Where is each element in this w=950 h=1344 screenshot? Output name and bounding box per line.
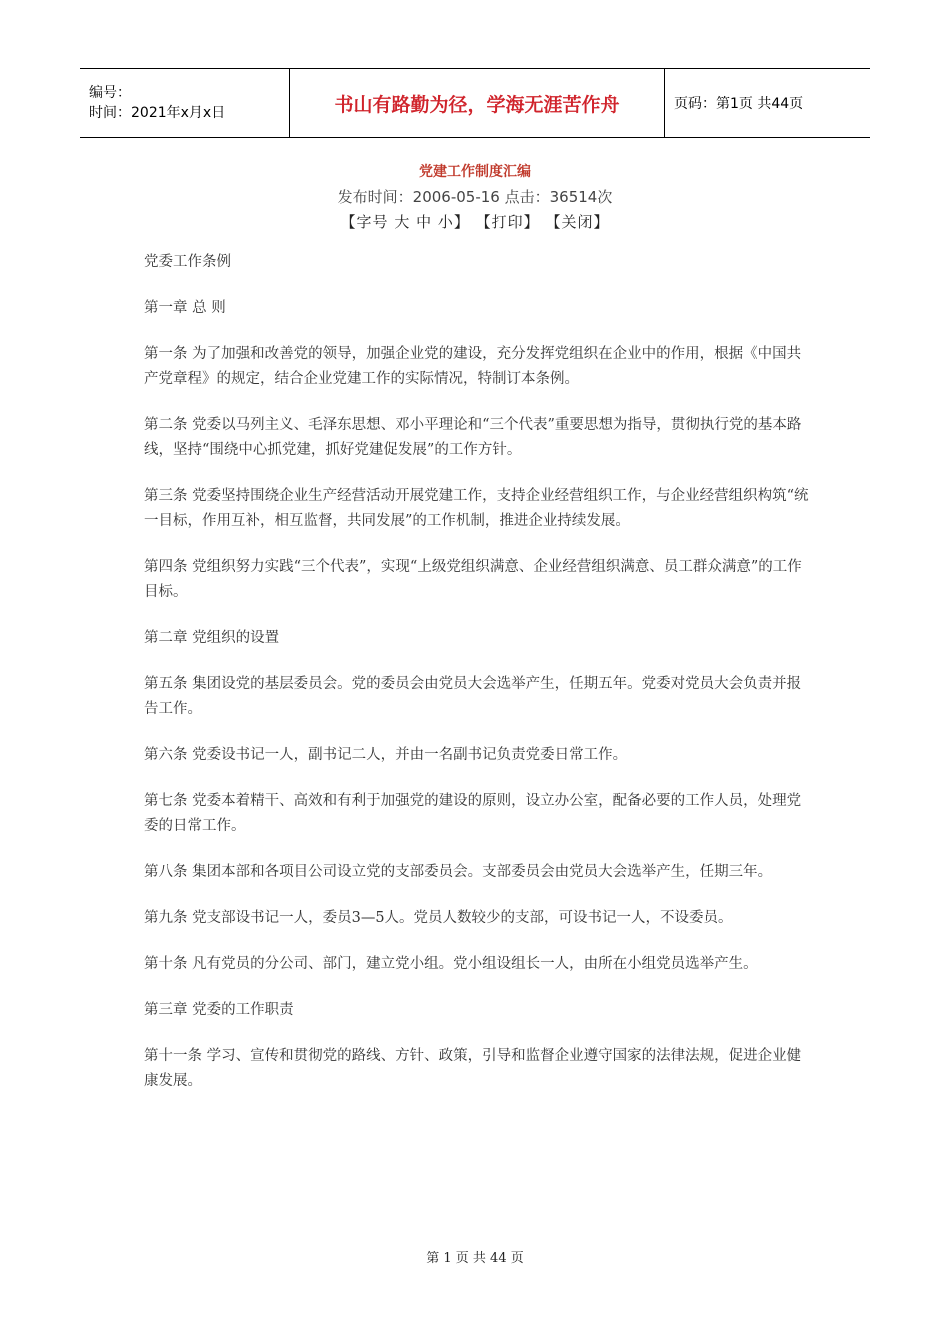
chapter-heading: 第二章 党组织的设置 [144, 630, 280, 646]
clicks-count: 36514 [549, 188, 598, 206]
close-link[interactable]: 【关闭】 [545, 213, 610, 231]
chapter-heading: 第三章 党委的工作职责 [144, 1002, 294, 1018]
paragraph: 第三条 党委坚持围绕企业生产经营活动开展党建工作，支持企业经营组织工作，与企业经营组织构筑“统一目标，作用互补，相互监督，共同发展”的工作机制，推进企业持续发展。 [144, 488, 809, 529]
paragraph: 第一条 为了加强和改善党的领导，加强企业党的建设，充分发挥党组织在企业中的作用，根据《中国共产党章程》的规定，结合企业党建工作的实际情况，特制订本条例。 [144, 346, 802, 387]
document-header [80, 68, 870, 138]
paragraph: 第十一条 学习、宣传和贯彻党的路线、方针、政策，引导和监督企业遵守国家的法律法规，促进企业健康发展。 [144, 1048, 802, 1089]
header-page-info: 页码：第1页 共44页 [674, 96, 804, 112]
page-footer: 第 1 页 共 44 页 [426, 1251, 524, 1266]
paragraph: 第四条 党组织努力实践“三个代表”，实现“上级党组织满意、企业经营组织满意、员工群众满意”的工作目标。 [144, 559, 802, 600]
publish-date: 2006-05-16 [412, 188, 500, 206]
chapter-heading: 第一章 总 则 [144, 300, 226, 316]
article-toolbar [0, 211, 950, 232]
article-body [144, 250, 810, 1115]
header-info-cell [80, 69, 289, 137]
paragraph: 第八条 集团本部和各项目公司设立党的支部委员会。支部委员会由党员大会选举产生，任期三年。 [144, 864, 773, 880]
header-motto-cell [289, 69, 665, 137]
paragraph: 第二条 党委以马列主义、毛泽东思想、邓小平理论和“三个代表”重要思想为指导，贯彻执行党的基本路线，坚持“围绕中心抓党建，抓好党建促发展”的工作方针。 [144, 417, 802, 458]
paragraph: 党委工作条例 [144, 254, 231, 270]
header-motto: 书山有路勤为径，学海无涯苦作舟 [334, 93, 620, 116]
paragraph: 第十条 凡有党员的分公司、部门，建立党小组。党小组设组长一人，由所在小组党员选举产生。 [144, 956, 758, 972]
header-page-cell [665, 69, 870, 137]
article-title: 党建工作制度汇编 [419, 164, 531, 180]
publish-label: 发布时间： [337, 188, 413, 206]
article-meta [0, 186, 950, 207]
paragraph: 第九条 党支部设书记一人，委员3—5人。党员人数较少的支部，可设书记一人，不设委员。 [144, 910, 733, 926]
paragraph: 第七条 党委本着精干、高效和有利于加强党的建设的原则，设立办公室，配备必要的工作人员，处理党委的日常工作。 [144, 793, 802, 834]
clicks-label: 点击： [499, 188, 550, 206]
document-number-label: 编号： [89, 85, 131, 101]
print-link[interactable]: 【打印】 [475, 213, 540, 231]
paragraph: 第五条 集团设党的基层委员会。党的委员会由党员大会选举产生，任期五年。党委对党员大会负责并报告工作。 [144, 676, 802, 717]
paragraph: 第六条 党委设书记一人，副书记二人，并由一名副书记负责党委日常工作。 [144, 747, 628, 763]
font-size-control[interactable]: 【字号 大 中 小】 [340, 213, 470, 231]
document-time-label: 时间：2021年x月x日 [89, 105, 226, 121]
clicks-suffix: 次 [597, 188, 613, 206]
